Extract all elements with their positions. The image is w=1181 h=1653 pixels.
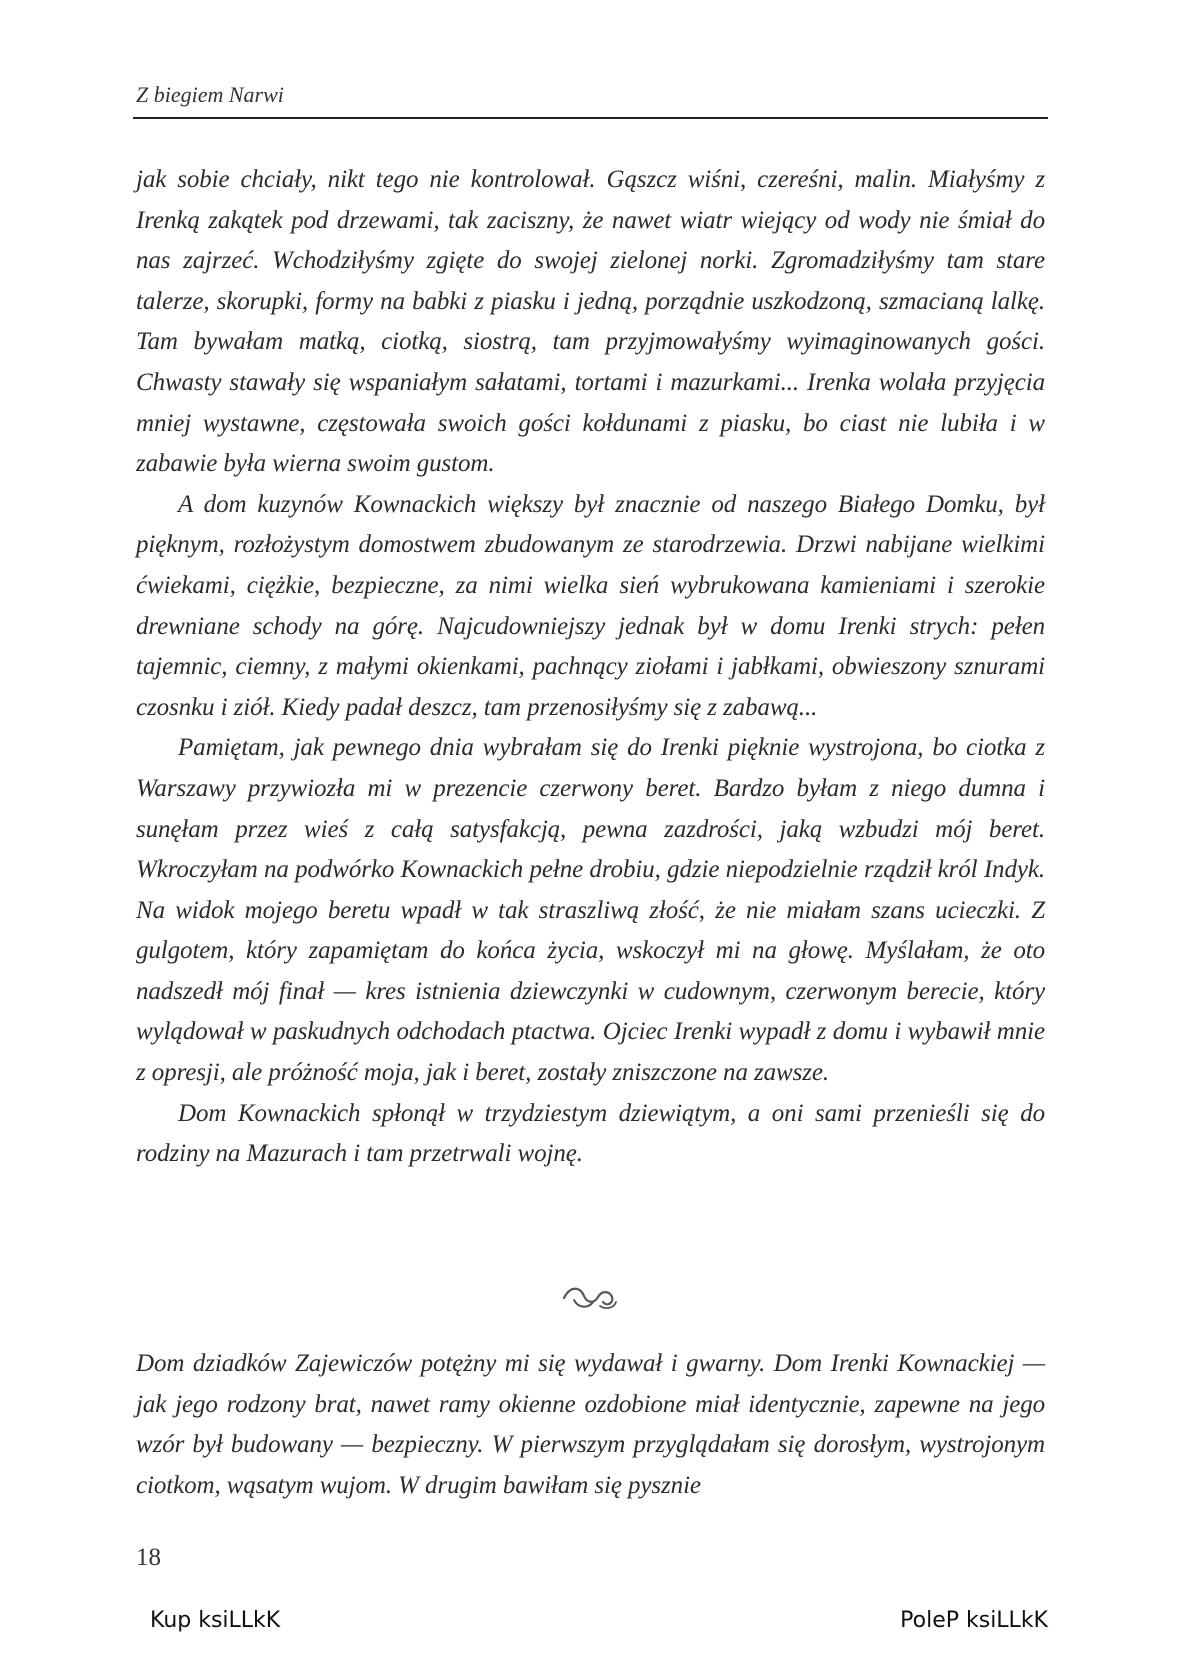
paragraph-4: Dom Kownackich spłonął w trzydziestym dziewiątym, a oni sami przenieśli się do rodziny na Mazurach i tam przetrwali wojnę. [136,1099,1045,1168]
recommend-book-link[interactable]: PoleP ksiLLkK [900,1608,1048,1633]
buy-book-link[interactable]: Kup ksiLLkK [150,1608,281,1633]
paragraph-1: jak sobie chciały, nikt tego nie kontrolował. Gąszcz wiśni, czereśni, malin. Miałyśmy z Irenką zakątek pod drzewami, tak zaciszny, że nawet wiatr wiejący od wody nie śmiał do nas zajrzeć. Wchodziłyśmy zgięte do swojej zielonej norki. Zgromadziłyśmy tam stare talerze, skorupki, formy na babki z piasku i jedną, porządnie uszkodzoną, szmacianą lalkę. Tam bywałam matką, ciotką, siostrą, tam przyjmowałyśmy wyimaginowanych gości. Chwasty stawały się wspaniałym sałatami, tortami i mazurkami... Irenka wolała przyjęcia mniej wystawne, częstowała swoich gości kołdunami z piasku, bo ciast nie lubiła i w zabawie była wierna swoim gustom. [136,166,1045,478]
section-2-text-block [136,1344,1045,1506]
page-number: 18 [136,1544,161,1571]
running-head-title: Z biegiem Narwi [136,82,284,107]
section-2-paragraph: Dom dziadków Zajewiczów potężny mi się wydawał i gwarny. Dom Irenki Kownackiej — jak jego rodzony brat, nawet ramy okienne ozdobione miał identycznie, zapewne na jego wzór był budowany — bezpieczny. W pierwszym przyglądałam się dorosłym, wystrojonym ciotkom, wąsatym wujom. W drugim bawiłam się pysznie [136,1350,1045,1499]
paragraph-3: Pamiętam, jak pewnego dnia wybrałam się do Irenki pięknie wystrojona, bo ciotka z Warszawy przywiozła mi w prezencie czerwony beret. Bardzo byłam z niego dumna i sunęłam przez wieś z całą satysfakcją, pewna zazdrości, jaką wzbudzi mój beret. Wkroczyłam na podwórko Kownackich pełne drobiu, gdzie niepodzielnie rządził król Indyk. Na widok mojego beretu wpadł w tak straszliwą złość, że nie miałam szans ucieczki. Z gulgotem, który zapamiętam do końca życia, wskoczył mi na głowę. Myślałam, że oto nadszedł mój finał — kres istnienia dziewczynki w cudownym, czerwonym berecie, który wylądował w paskudnych odchodach ptactwa. Ojciec Irenki wypadł z domu i wybawił mnie z opresji, ale próżność moja, jak i beret, zostały zniszczone na zawsze. [136,734,1045,1087]
header-rule [133,117,1048,119]
fleuron-ornament-icon [560,1282,620,1312]
paragraph-2: A dom kuzynów Kownackich większy był znacznie od naszego Białego Domku, był pięknym, rozłożystym domostwem zbudowanym ze starodrzewia. Drzwi nabijane wielkimi ćwiekami, ciężkie, bezpieczne, za nimi wielka sień wybrukowana kamieniami i szerokie drewniane schody na górę. Najcudowniejszy jednak był w domu Irenki strych: pełen tajemnic, ciemny, z małymi okienkami, pachnący ziołami i jabłkami, obwieszony sznurami czosnku i ziół. Kiedy padał deszcz, tam przenosiłyśmy się z zabawą... [136,490,1045,721]
main-text-block [136,160,1045,1175]
